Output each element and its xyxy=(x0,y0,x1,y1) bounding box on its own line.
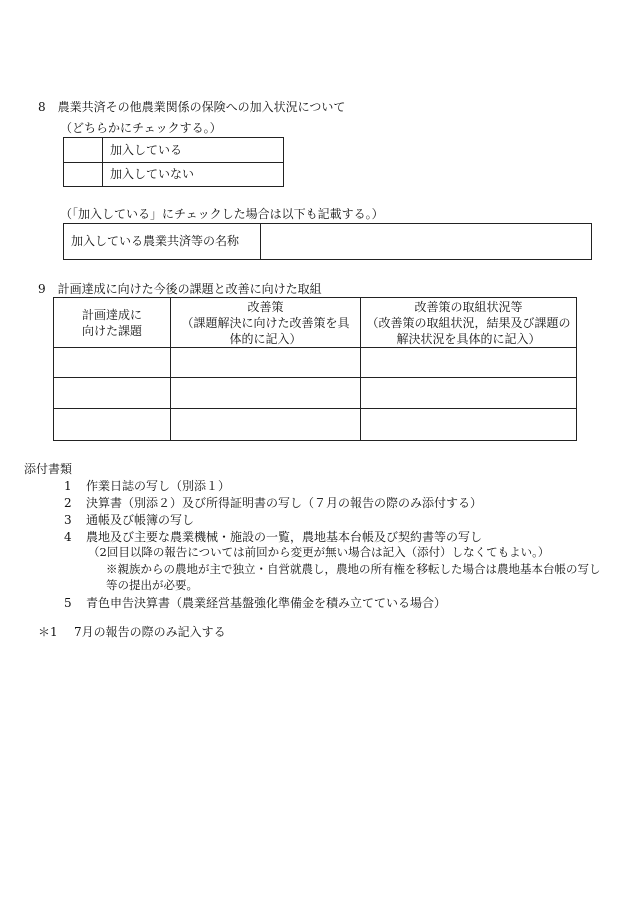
issue-cell[interactable] xyxy=(54,409,171,441)
issue-cell[interactable] xyxy=(54,348,171,378)
header-measures: 改善策 （課題解決に向けた改善策を具 体的に記入） xyxy=(171,298,361,348)
section9-heading: 9 計画達成に向けた今後の課題と改善に向けた取組 xyxy=(38,282,322,296)
attachment-text-2: 決算書（別添２）及び所得証明書の写し（７月の報告の際のみ添付する） xyxy=(86,496,483,510)
option-enrolled: 加入している xyxy=(103,138,284,163)
attachment-num-3: 3 xyxy=(64,513,72,527)
progress-cell[interactable] xyxy=(361,348,577,378)
measure-cell[interactable] xyxy=(171,378,361,409)
attachments-title: 添付書類 xyxy=(24,462,73,476)
attachment-num-5: 5 xyxy=(64,596,72,610)
header-progress: 改善策の取組状況等 （改善策の取組状況，結果及び課題の 解決状況を具体的に記入） xyxy=(361,298,577,348)
progress-cell[interactable] xyxy=(361,409,577,441)
insurance-name-label: 加入している農業共済等の名称 xyxy=(64,224,261,260)
attachment-num-4: 4 xyxy=(64,530,72,544)
checkbox-cell-enrolled[interactable] xyxy=(64,138,103,163)
insurance-name-table xyxy=(63,223,592,260)
header-issues: 計画達成に 向けた課題 xyxy=(54,298,171,348)
checkbox-cell-not-enrolled[interactable] xyxy=(64,163,103,187)
table-row xyxy=(54,378,577,409)
option-not-enrolled: 加入していない xyxy=(103,163,284,187)
section8-heading: 8 農業共済その他農業関係の保険への加入状況について xyxy=(38,100,346,114)
attachment-4-note: （2回目以降の報告については前回から変更が無い場合は記入（添付）しなくてもよい。） xyxy=(88,545,550,559)
attachment-text-3: 通帳及び帳簿の写し xyxy=(86,513,195,527)
insurance-name-field[interactable] xyxy=(261,224,592,260)
measure-cell[interactable] xyxy=(171,409,361,441)
attachment-4-caveat-cont: 等の提出が必要。 xyxy=(106,578,198,592)
issue-cell[interactable] xyxy=(54,378,171,409)
attachment-num-2: 2 xyxy=(64,496,72,510)
measure-cell[interactable] xyxy=(171,348,361,378)
section8-instruction: （どちらかにチェックする。） xyxy=(60,121,222,135)
table-row xyxy=(54,409,577,441)
attachment-num-1: 1 xyxy=(64,479,72,493)
attachment-4-caveat: ※親族からの農地が主で独立・自営就農し，農地の所有権を移転した場合は農地基本台帳の写し xyxy=(106,562,601,576)
footnote-mark: ＊1 xyxy=(38,625,58,639)
footnote-text: 7月の報告の際のみ記入する xyxy=(74,625,226,639)
table-row xyxy=(54,348,577,378)
section8-note: （「加入している」にチェックした場合は以下も記載する。） xyxy=(60,207,384,221)
attachment-text-4: 農地及び主要な農業機械・施設の一覧，農地基本台帳及び契約書等の写し xyxy=(86,530,483,544)
attachment-text-5: 青色申告決算書（農業経営基盤強化準備金を積み立てている場合） xyxy=(86,596,447,610)
attachment-text-1: 作業日誌の写し（別添１） xyxy=(86,479,231,493)
improvement-plan-table xyxy=(53,297,577,441)
progress-cell[interactable] xyxy=(361,378,577,409)
insurance-checkbox-table xyxy=(63,137,284,187)
